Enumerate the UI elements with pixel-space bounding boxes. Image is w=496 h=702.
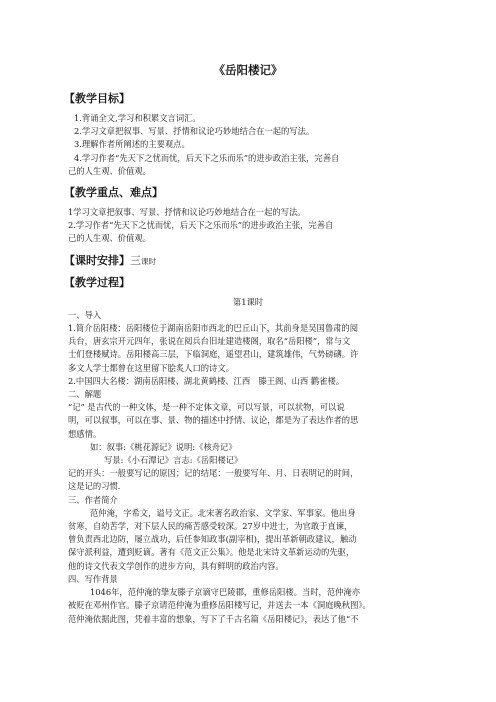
goal-item: 3.理解作者所阐述的主要观点。 (74, 139, 190, 150)
process-heading: 【教学过程】 (64, 275, 130, 289)
document-page (64, 62, 428, 626)
author-line: 保守派利益，遭到贬谪。著有《范文正公集》。他是北宋诗文革新运动的先驱， (68, 547, 355, 558)
keypoint-item-continued: 己的人生观、价值观。 (68, 233, 151, 244)
keypoints-heading: 【教学重点、难点】 (64, 186, 163, 200)
author-line: 曾负责西北边防，屡立战功，后任参知政事(副宰相)，提出革新朝政建议，触动 (68, 534, 357, 545)
author-line: 范仲淹，字希文，谥号文正。北宋著名政治家、文学家、军事家。他出身 (90, 507, 356, 518)
process-line: 士们登楼赋诗。岳阳楼高三层，下临洞庭，遥望君山，建筑雄伟，气势磅礴。许 (68, 349, 359, 360)
example-line: 如：叙事:《桃花源记》说明:《核舟记》 (90, 441, 237, 452)
process-line: 二、解题 (68, 389, 102, 400)
process-line: 三、作者简介 (68, 494, 118, 505)
keypoints-list (68, 206, 428, 246)
author-line: 贫寒，自幼苦学，对下层人民的痛苦感受较深。27岁中进士，为官敢于直谏， (68, 521, 353, 532)
background-line: 被贬在邓州作官。滕子京请范仲淹为重修岳阳楼写记，并送去一本《洞庭晚秋图》。 (68, 600, 371, 611)
author-line: 他的诗文代表文学创作的进步方向，具有鲜明的政治内容。 (68, 560, 284, 571)
goals-heading: 【教学目标】 (64, 92, 130, 105)
schedule-value: 三 (130, 253, 141, 267)
background-line: 1046年，范仲淹的挚友滕子京谪守巴陵郡，重修岳阳楼。当时，范仲淹亦 (90, 587, 361, 598)
process-line: 1.简介岳阳楼：岳阳楼位于湖南岳阳市西北的巴丘山下，其前身是吴国鲁肃的阅 (68, 323, 359, 334)
example-line: 写景:《小石潭记》言志:《岳阳楼记》 (104, 455, 243, 466)
process-line: 这是记的习惯. (68, 481, 121, 492)
period-title: 第1课时 (232, 296, 264, 307)
schedule-unit: 课时 (141, 256, 156, 266)
schedule-heading (64, 252, 428, 268)
process-line: 想感情。 (68, 428, 102, 439)
schedule-label: 【课时安排】 (64, 253, 130, 267)
process-line: 记的开头：一般要写记的原因；记的结尾：一般要写年、月、日表明记的时间， (68, 468, 359, 479)
process-line: 2.中国四大名楼：湖南岳阳楼、湖北黄鹤楼、江西 滕王阁、山西 鹳雀楼。 (68, 375, 345, 386)
goal-item: 1.背诵全文,学习和积累文言词汇。 (74, 113, 201, 123)
process-line: 一、导入 (68, 309, 102, 320)
process-line: 四、写作背景 (68, 573, 118, 584)
process-body (68, 309, 428, 626)
process-line: “记” 是古代的一种文体，是一种不定体文章，可以写景，可以状物，可以说 (68, 402, 345, 413)
process-line: 多文人学士都曾在这里留下脍炙人口的诗文。 (68, 362, 234, 373)
keypoint-item: 1学习文章把叙事、写景、抒情和议论巧妙地结合在一起的写法。 (68, 207, 306, 218)
goal-item: 4.学习作者“先天下之忧而忧，后天下之乐而乐”的进步政治主张，完善自 (74, 152, 340, 163)
process-line: 明，可以叙事，可以在事、景、物的描述中抒情、议论，都是为了表达作者的思 (68, 415, 359, 426)
goal-item-continued: 己的人生观、价值观。 (68, 165, 151, 176)
document-title: 《岳阳楼记》 (213, 63, 283, 77)
background-line: 范仲淹依据此图，凭着丰富的想象，写下了千古名篇《岳阳楼记》，表达了他“不 (68, 613, 359, 624)
goals-list (68, 112, 428, 178)
keypoint-item: 2.学习作者“先天下之忧而忧，后天下之乐而乐”的进步政治主张，完善自 (68, 220, 334, 231)
process-line: 兵台，唐玄宗开元四年，张说在阅兵台旧址建造楼阁，取名“岳阳楼”，常与文 (68, 336, 351, 347)
goal-item: 2.学习文章把叙事、写景、抒情和议论巧妙地结合在一起的写法。 (74, 126, 315, 137)
